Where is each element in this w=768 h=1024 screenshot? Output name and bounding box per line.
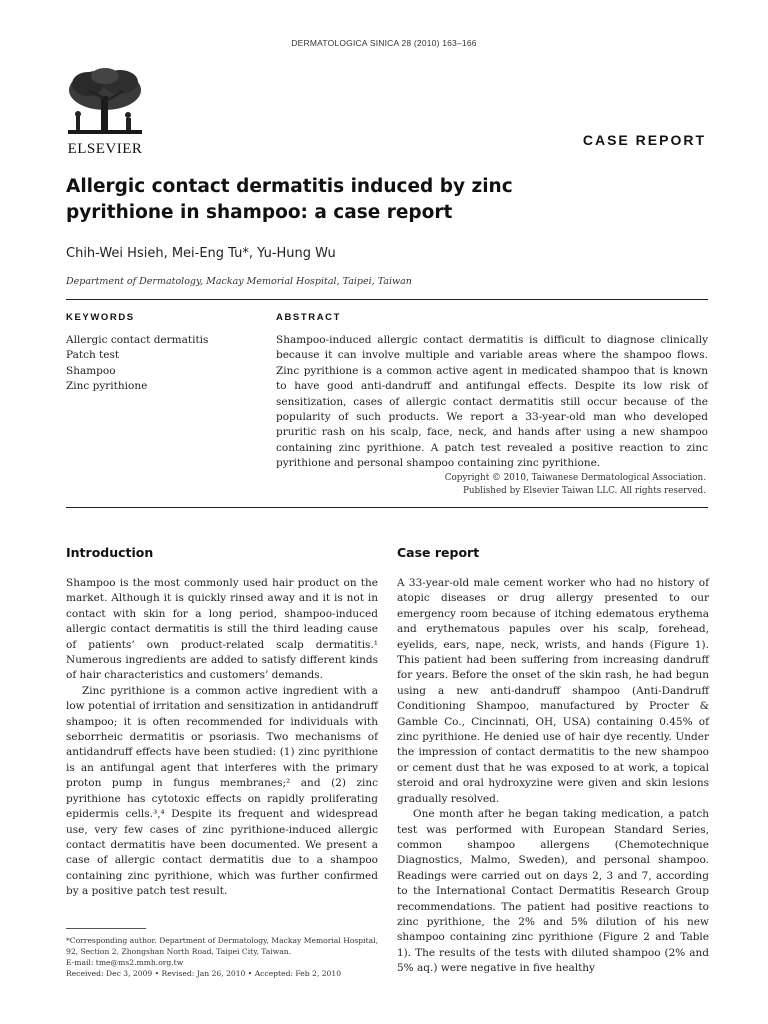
divider-bottom [66,507,708,508]
elsevier-logo [62,66,148,158]
divider-top [66,299,708,300]
article-dates: Received: Dec 3, 2009 • Revised: Jan 26, 2010 • Accepted: Feb 2, 2010 [66,969,342,978]
paragraph: A 33-year-old male cement worker who had no history of atopic diseases or drug allergy presented to our emergency room because of itching edematous erythema and erythematous papules over his scalp, forehead, eyelids, ears, nape, neck, wrists, and hands (Figure 1). This patient had been suffering from increasing dandruff for years. Before the onset of the skin rash, he had begun using a new anti-dandruff shampoo (Anti-Dandruff Conditioning Shampoo, manufactured by Procter & Gamble Co., Cincinnati, OH, USA) containing 0.45% of zinc pyrithione. He denied use of hair dye recently. Under the impression of contact dermatitis to the new shampoo or cement dust that he was exposed to at work, a topical steroid and oral hydroxyzine were given and skin lesions gradually resolved. [397,577,709,805]
abstract-heading: ABSTRACT [276,312,342,323]
paragraph: Shampoo is the most commonly used hair product on the market. Although it is quickly rinsed away and it is not in contact with skin for a long period, shampoo-induced allergic contact dermatitis is still the third leading cause of patients’ own product-related scalp dermatitis.¹ Numerous ingredients are added to satisfy different kinds of hair characteristics and customers’ demands. [66,577,378,682]
introduction-section [66,545,378,900]
paragraph: Zinc pyrithione is a common active ingredient with a low potential of irritation and sensitization in antidandruff shampoo; it is often recommended for individuals with seborrheic dermatitis or psoriasis. Two mechanisms of antidandruff effects have been studied: (1) zinc pyrithione is an antifungal agent that interferes with the primary proton pump in fungus membranes;² and (2) zinc pyrithione has cytotoxic effects on rapidly proliferating epidermis cells.³,⁴ Despite its frequent and widespread use, very few cases of zinc pyrithione-induced allergic contact dermatitis have been documented. We present a case of allergic contact dermatitis due to a shampoo containing zinc pyrithione, which was further confirmed by a positive patch test result. [66,684,378,898]
corresponding-author-note: *Corresponding author. Department of Dermatology, Mackay Memorial Hospital, 92, Section 2, Zhongshan North Road, Taipei City, Taiwan. [66,936,378,956]
article-title: Allergic contact dermatitis induced by zinc pyrithione in shampoo: a case report [66,176,513,223]
affiliation: Department of Dermatology, Mackay Memorial Hospital, Taipei, Taiwan [66,276,412,287]
journal-header: DERMATOLOGICA SINICA 28 (2010) 163–166 [291,38,477,48]
copyright-line: Copyright © 2010, Taiwanese Dermatological Association. [444,473,706,483]
paragraph: One month after he began taking medication, a patch test was performed with European Standard Series, common shampoo allergens (Chemotechnique Diagnostics, Malmo, Sweden), and personal shampoo. Readings were carried out on days 2, 3 and 7, according to the International Contact Dermatitis Research Group recommendations. The patient had positive reactions to zinc pyrithione, the 2% and 5% dilution of his new shampoo containing zinc pyrithione (Figure 2 and Table 1). The results of the tests with diluted shampoo (2% and 5% aq.) were negative in five healthy [397,808,709,975]
keywords-heading: KEYWORDS [66,312,135,323]
keyword-item: Shampoo [66,364,116,377]
keyword-item: Patch test [66,349,120,362]
case-report-section [397,545,709,977]
article-type-label: CASE REPORT [582,132,706,148]
elsevier-tree-icon [62,66,148,138]
keywords-list [66,333,208,395]
keyword-item: Zinc pyrithione [66,380,148,393]
section-heading-introduction: Introduction [66,545,154,560]
author-email[interactable]: E-mail: tme@ms2.mmh.org.tw [66,958,184,967]
footnote-divider [66,928,146,929]
logo-wordmark: ELSEVIER [67,141,143,157]
copyright-notice [445,472,706,498]
keyword-item: Allergic contact dermatitis [66,334,209,346]
author-list: Chih-Wei Hsieh, Mei-Eng Tu*, Yu-Hung Wu [66,246,336,261]
publisher-rights-line: Published by Elsevier Taiwan LLC. All rights reserved. [462,486,706,496]
footnote [66,935,378,979]
abstract-text: Shampoo-induced allergic contact dermatitis is difficult to diagnose clinically because it can involve multiple and variable areas where the shampoo flows. Zinc pyrithione is a common active agent in medicated shampoo that is known to have good anti-dandruff and antifungal effects. Despite its low risk of sensitization, cases of allergic contact dermatitis still occur because of the popularity of such products. We report a 33-year-old man who developed pruritic rash on his scalp, face, neck, and hands after using a new shampoo containing zinc pyrithione. A patch test revealed a positive reaction to zinc pyrithione and personal shampoo containing zinc pyrithione. [276,334,708,470]
section-heading-case-report: Case report [397,545,480,560]
